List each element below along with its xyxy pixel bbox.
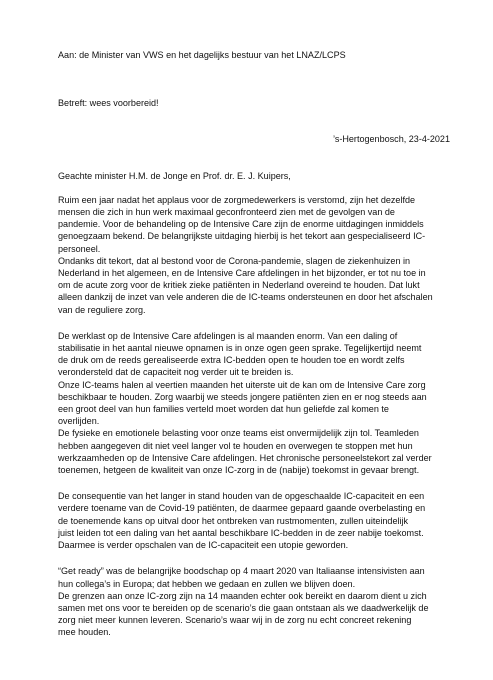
body-line: genoegzaam bekend. De belangrijkste uitdaging hierbij is het tekort aan gespecialiseerd IC- <box>58 231 426 242</box>
body-line: De grenzen aan onze IC-zorg zijn na 14 maanden echter ook bereikt en daarom dient u zich <box>58 590 427 601</box>
body-line: verdere toename van de Covid-19 patiënten, de daarmee gepaard gaande overbelasting en <box>58 503 426 514</box>
body-line: Ondanks dit tekort, dat al bestond voor de Corona-pandemie, slagen de ziekenhuizen in <box>58 255 411 266</box>
body-line: alleen dankzij de inzet van vele anderen die de IC-teams ondersteunen en door het afschalen <box>58 292 433 303</box>
body-line: overlijden. <box>58 416 100 427</box>
body-line: hun collega’s in Europa; dat hebben we gedaan en zullen we blijven doen. <box>58 578 356 589</box>
body-line: juist leiden tot een daling van het aantal beschikbare IC-bedden in de zeer nabije toekomst. <box>58 527 424 538</box>
body-line: Ruim een jaar nadat het applaus voor de zorgmedewerkers is verstomd, zijn het dezelfde <box>58 194 416 205</box>
body-line: Daarmee is verder opschalen van de IC-capaciteit een utopie geworden. <box>58 540 349 551</box>
salutation: Geachte minister H.M. de Jonge en Prof. dr. E. J. Kuipers, <box>58 170 291 181</box>
body-line: zorg niet meer kunnen leveren. Scenario’s waar wij in de zorg nu echt concreet rekening <box>58 615 412 626</box>
body-line: De werklast op de Intensive Care afdelingen is al maanden enorm. Van een daling of <box>58 330 398 341</box>
body-line: “Get ready” was de belangrijke boodschap op 4 maart 2020 van Italiaanse intensivisten aan <box>58 566 425 577</box>
subject-line: Betreft: wees voorbereid! <box>58 98 159 109</box>
body-line: De fysieke en emotionele belasting voor onze teams eist onvermijdelijk zijn tol. Teamleden <box>58 428 419 439</box>
body-line: de toenemende kans op uitval door het ontbreken van rustmomenten, zullen uiteindelijk <box>58 515 409 526</box>
place-date: ’s-Hertogenbosch, 23-4-2021 <box>332 134 450 145</box>
body-line: Onze IC-teams halen al veertien maanden het uiterste uit de kan om de Intensive Care zorg <box>58 379 426 390</box>
body-line: Nederland in het algemeen, en de Intensive Care afdelingen in het bijzonder, er tot nu toe in <box>58 268 426 279</box>
paragraph-4 <box>58 565 453 638</box>
paragraph-3 <box>58 490 453 551</box>
body-line: verondersteld dat de capaciteit nog verder uit te breiden is. <box>58 367 294 378</box>
body-line: stabilisatie in het aantal nieuwe opnamen is in onze ogen geen sprake. Tegelijkertijd neemt <box>58 343 422 354</box>
addressee-line: Aan: de Minister van VWS en het dagelijks bestuur van het LNAZ/LCPS <box>58 50 346 60</box>
body-line: pandemie. Voor de behandeling op de Intensive Care zijn de enorme uitdagingen inmiddels <box>58 219 424 230</box>
body-line: een groot deel van hun families verteld moet worden dat hun geliefde zal komen te <box>58 404 389 415</box>
body-line: personeel. <box>58 243 101 254</box>
body-line: toenemen, hetgeen de kwaliteit van onze IC-zorg in de (nabije) toekomst in gevaar brengt. <box>58 465 420 476</box>
body-line: mee houden. <box>58 627 111 638</box>
body-line: De consequentie van het langer in stand houden van de opgeschaalde IC-capaciteit en een <box>58 491 425 502</box>
body-line: mensen die zich in hun werk maximaal geconfronteerd zien met de gevolgen van de <box>58 207 395 218</box>
body-line: werkzaamheden op de Intensive Care afdelingen. Het chronische personeelstekort zal verder <box>58 452 432 463</box>
body-line: hebben aangegeven dit niet veel langer vol te houden en overwegen te stoppen met hun <box>58 440 413 451</box>
body-line: de druk om de reeds gerealiseerde extra IC-bedden open te houden toe en wordt zelfs <box>58 355 405 366</box>
paragraph-1 <box>58 194 453 316</box>
paragraph-2 <box>58 330 453 476</box>
body-line: om de acute zorg voor de kritiek zieke patiënten in Nederland overeind te houden. Dat lukt <box>58 280 420 291</box>
body-line: beschikbaar te houden. Zorg waarbij we steeds jongere patiënten zien en er nog steeds aan <box>58 391 427 402</box>
body-line: van de reguliere zorg. <box>58 304 146 315</box>
body-line: samen met ons voor te bereiden op de scenario’s die gaan ontstaan als we daadwerkelijk de <box>58 602 429 613</box>
